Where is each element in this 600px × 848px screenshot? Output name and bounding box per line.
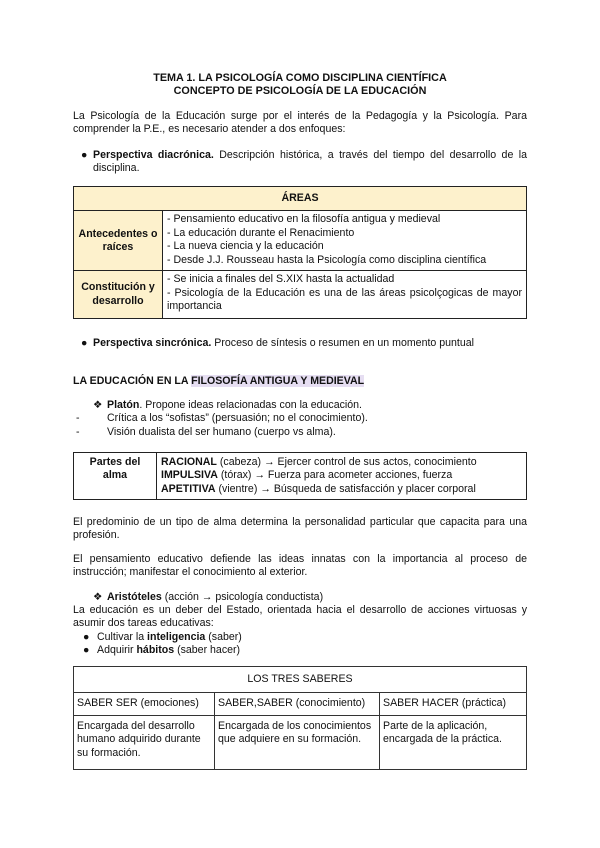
bullet-text: Proceso de síntesis o resumen en un momento puntual	[211, 337, 474, 349]
alma-table	[73, 452, 527, 500]
heading-highlight: FILOSOFÍA ANTIGUA Y MEDIEVAL	[191, 375, 365, 387]
list-item	[73, 644, 527, 657]
item-text: Adquirir	[97, 644, 137, 657]
part-name: RACIONAL	[161, 456, 217, 468]
list-item	[161, 483, 522, 496]
column-header: SABER,SABER (conocimiento)	[215, 693, 380, 715]
bullet-icon: ●	[83, 644, 90, 657]
part-text: (tórax) → Fuerza para acometer acciones, fuerza	[217, 469, 453, 482]
list-item: - Psicología de la Educación es una de las áreas psicolçogicas de mayor importancia	[167, 286, 522, 313]
aristoteles-bullet	[73, 591, 527, 604]
intro-paragraph: La Psicología de la Educación surge por el interés de la Pedagogía y la Psicología. Para comprender la P.E., es necesario atender a dos enfoques:	[73, 110, 527, 136]
paragraph: El predominio de un tipo de alma determina la personalidad particular que capacita para una profesión.	[73, 516, 527, 542]
bullet-label: Perspectiva diacrónica.	[93, 149, 214, 161]
column-header: SABER SER (emociones)	[74, 693, 215, 715]
column-header: SABER HACER (práctica)	[380, 693, 527, 715]
table-cell: Encargada de los conocimientos que adquiere en su formación.	[215, 715, 380, 769]
item-text: (saber hacer)	[174, 644, 241, 657]
document-title	[73, 72, 527, 98]
paragraph: El pensamiento educativo defiende las ideas innatas con la importancia al proceso de instrucción; manifestar el conocimiento al exterior.	[73, 553, 527, 579]
list-item: - Desde J.J. Rousseau hasta la Psicología como disciplina científica	[167, 253, 487, 266]
part-text: (vientre) → Búsqueda de satisfacción y placer corporal	[215, 482, 476, 495]
list-item: - La nueva ciencia y la educación	[167, 240, 324, 253]
table-row	[74, 211, 527, 271]
row-content	[163, 211, 527, 271]
list-item	[161, 456, 522, 469]
bullet-text: (acción → psicología conductista)	[161, 591, 324, 603]
diamond-bullet-icon: ❖	[93, 591, 103, 603]
part-name: IMPULSIVA	[161, 469, 218, 482]
bullet-label: Platón	[107, 399, 140, 411]
title-line: TEMA 1. LA PSICOLOGÍA COMO DISCIPLINA CIENTÍFICA	[153, 72, 447, 84]
diamond-bullet-icon: ❖	[93, 399, 103, 411]
list-item: - Pensamiento educativo en la filosofía antigua y medieval	[167, 213, 441, 226]
dash-icon: -	[76, 412, 80, 425]
saberes-table	[73, 666, 527, 770]
part-text: (cabeza) → Ejercer control de sus actos, conocimiento	[216, 456, 477, 468]
list-item: - La educación durante el Renacimiento	[167, 226, 355, 239]
row-label: Constitución y desarrollo	[74, 271, 163, 318]
item-bold: hábitos	[136, 644, 175, 657]
dash-item: Visión dualista del ser humano (cuerpo vs alma).	[107, 425, 336, 438]
subtitle-line: CONCEPTO DE PSICOLOGÍA DE LA EDUCACIÓN	[173, 85, 427, 97]
areas-table	[73, 186, 527, 319]
dash-item: Crítica a los “sofistas” (persuasión; no el conocimiento).	[107, 412, 368, 425]
bullet-icon: ●	[81, 149, 88, 161]
bullet-text: Descripción histórica, a través del tiempo del desarrollo de la disciplina.	[93, 149, 527, 175]
areas-header: ÁREAS	[74, 187, 527, 211]
item-bold: inteligencia	[147, 631, 206, 643]
sincronica-bullet	[73, 337, 527, 350]
row-content	[163, 271, 527, 318]
bullet-icon: ●	[81, 337, 88, 349]
part-name: APETITIVA	[161, 482, 216, 495]
paragraph: La educación es un deber del Estado, orientada hacia el desarrollo de acciones virtuosas y asumir dos tareas educativas:	[73, 604, 527, 630]
section-heading	[73, 375, 527, 388]
list-item: - Se inicia a finales del S.XIX hasta la actualidad	[167, 273, 395, 286]
platon-block	[73, 399, 527, 439]
table-cell: Encargada del desarrollo humano adquirido durante su formación.	[74, 715, 215, 769]
heading-text: LA EDUCACIÓN EN LA	[73, 375, 192, 387]
dash-icon: -	[76, 425, 80, 438]
bullet-label: Perspectiva sincrónica.	[93, 337, 212, 349]
diacronica-bullet	[73, 149, 527, 176]
list-item	[161, 469, 522, 482]
list-item	[73, 631, 527, 644]
row-label: Partes del alma	[74, 453, 157, 500]
item-text: Cultivar la	[97, 631, 148, 643]
item-text: (saber)	[205, 631, 242, 643]
table-header: LOS TRES SABERES	[74, 667, 527, 693]
table-row	[74, 271, 527, 318]
row-content	[157, 453, 527, 500]
table-cell: Parte de la aplicación, encargada de la práctica.	[380, 715, 527, 769]
tareas-list	[73, 631, 527, 658]
row-label: Antecedentes o raíces	[74, 211, 163, 271]
bullet-label: Aristóteles	[107, 591, 162, 603]
bullet-text: . Propone ideas relacionadas con la educación.	[139, 399, 362, 411]
bullet-icon: ●	[83, 631, 90, 643]
